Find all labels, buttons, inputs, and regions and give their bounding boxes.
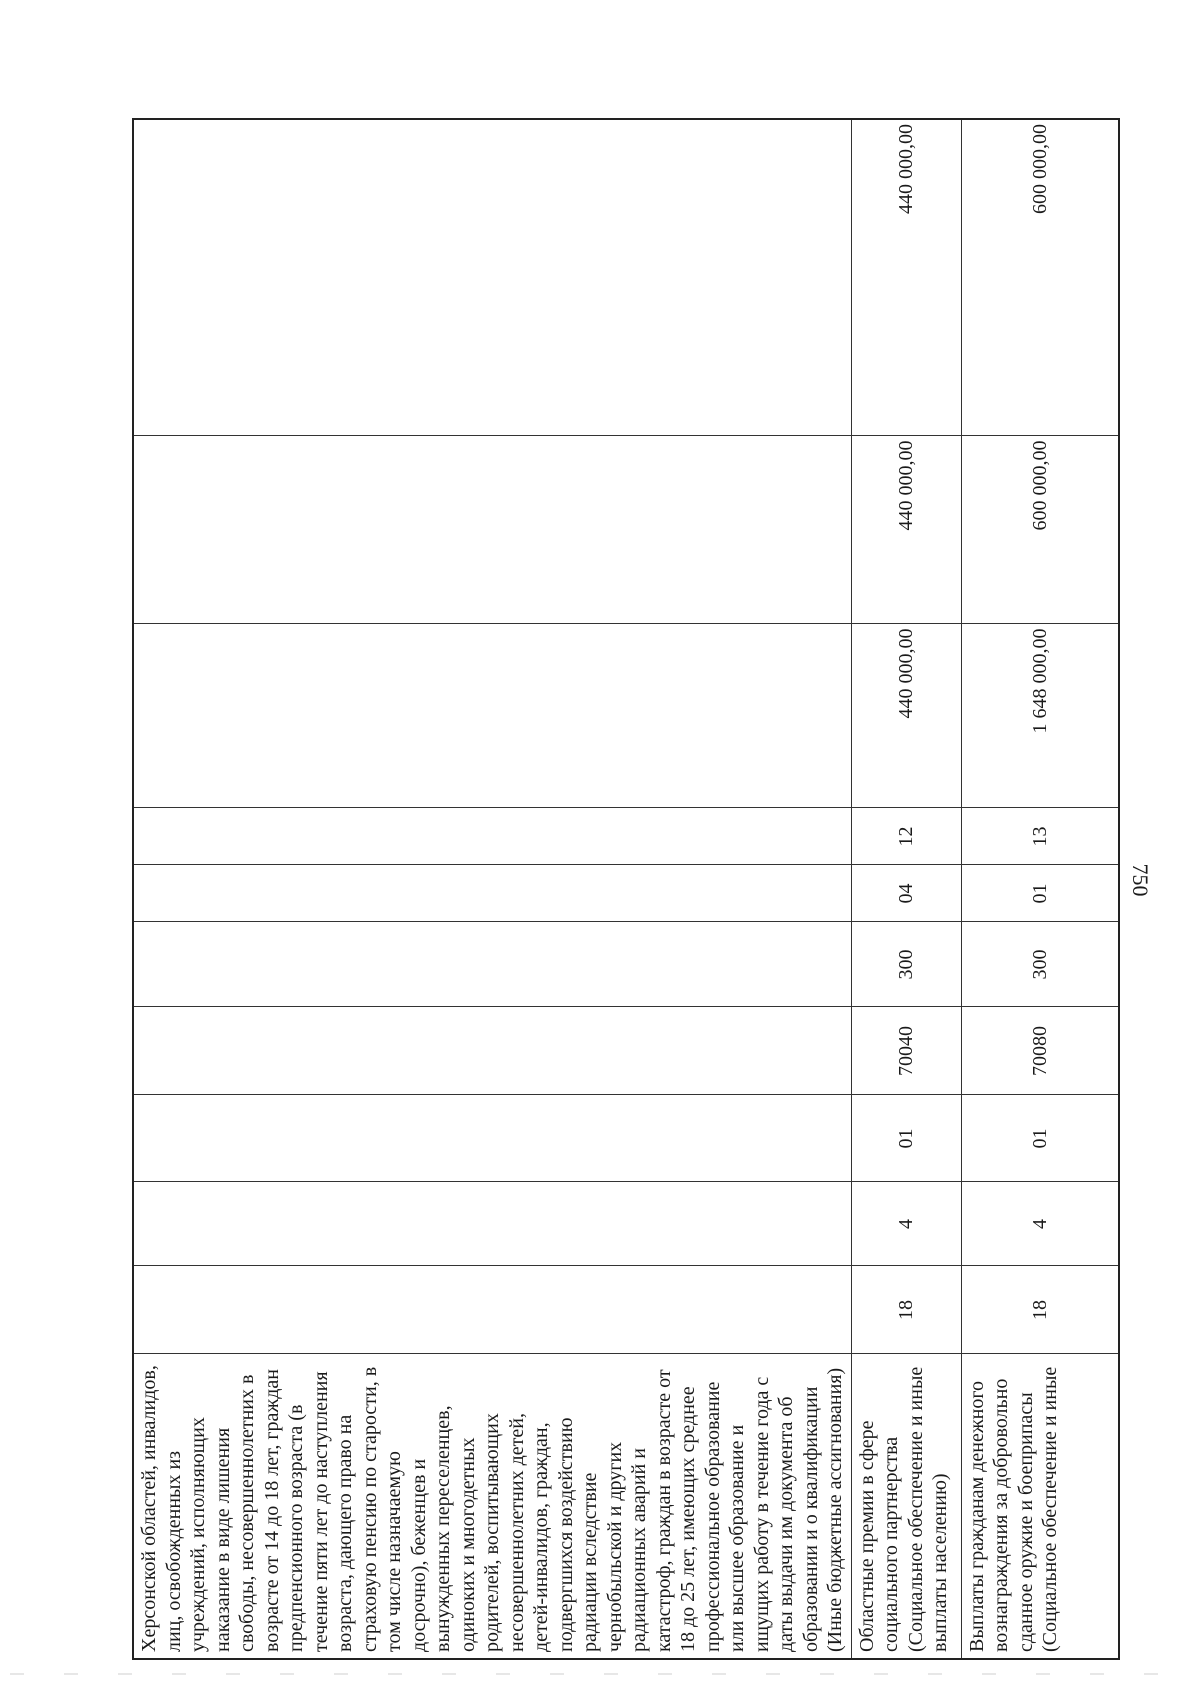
amount-cell xyxy=(133,624,851,808)
amount-cell xyxy=(133,119,851,436)
code-cell: 01 xyxy=(961,865,1119,922)
table-row xyxy=(851,119,961,1659)
row-name-cell xyxy=(133,1354,851,1659)
amount-cell: 1 648 000,00 xyxy=(961,624,1119,808)
row-name-cell xyxy=(961,1354,1119,1659)
amount-cell: 440 000,00 xyxy=(851,436,961,624)
code-cell: 300 xyxy=(851,922,961,1007)
code-cell: 300 xyxy=(961,922,1119,1007)
code-cell: 01 xyxy=(851,1095,961,1182)
row-name: Херсонской областей, инвалидов, лиц, освобожденных из учреждений, исполняющих наказание в виде лишения свободы, несовершеннолетних в возрасте от 14 до 18 лет, граждан предпенсионного возраста (в течение пяти лет до наступления возраста, дающего право на страховую пенсию по старости, в том числе назначаемую досрочно), беженцев и вынужденных переселенцев, одиноких и многодетных родителей, воспитывающих несовершеннолетних детей, детей-инвалидов, граждан, подвергшихся воздействию радиации вследствие чернобыльской и других радиационных аварий и катастроф, граждан в возрасте от 18 до 25 лет, имеющих среднее профессиональное образование или высшее образование и ищущих работу в течение года с даты выдачи им документа об образовании и о квалификации (Иные бюджетные ассигнования) xyxy=(138,1365,846,1652)
code-cell xyxy=(133,808,851,865)
code-cell: 12 xyxy=(851,808,961,865)
code-cell: 18 xyxy=(851,1266,961,1354)
table-row xyxy=(133,119,851,1659)
table-row xyxy=(961,119,1119,1659)
row-name: Выплаты гражданам денежного вознаграждения за добровольно сданное оружие и боеприпасы (Социальное обеспечение и иные xyxy=(965,1366,1061,1652)
row-name: Областные премии в сфере социального партнерства (Социальное обеспечение и иные выплаты населению) xyxy=(855,1366,951,1652)
page-number: 750 xyxy=(1128,863,1153,897)
code-cell: 04 xyxy=(851,865,961,922)
code-cell: 70040 xyxy=(851,1007,961,1095)
code-cell: 01 xyxy=(961,1095,1119,1182)
amount-cell: 600 000,00 xyxy=(961,119,1119,436)
budget-table xyxy=(132,118,1120,1660)
code-cell: 70080 xyxy=(961,1007,1119,1095)
code-cell: 4 xyxy=(961,1182,1119,1266)
rotated-table-wrapper xyxy=(132,120,1082,1660)
amount-cell: 440 000,00 xyxy=(851,119,961,436)
code-cell xyxy=(133,1095,851,1182)
code-cell xyxy=(133,1182,851,1266)
amount-cell: 440 000,00 xyxy=(851,624,961,808)
scan-artifact-line xyxy=(0,1670,1200,1678)
row-name-cell xyxy=(851,1354,961,1659)
amount-cell: 600 000,00 xyxy=(961,436,1119,624)
code-cell xyxy=(133,1007,851,1095)
code-cell xyxy=(133,922,851,1007)
code-cell: 18 xyxy=(961,1266,1119,1354)
amount-cell xyxy=(133,436,851,624)
code-cell xyxy=(133,1266,851,1354)
code-cell: 4 xyxy=(851,1182,961,1266)
code-cell xyxy=(133,865,851,922)
code-cell: 13 xyxy=(961,808,1119,865)
